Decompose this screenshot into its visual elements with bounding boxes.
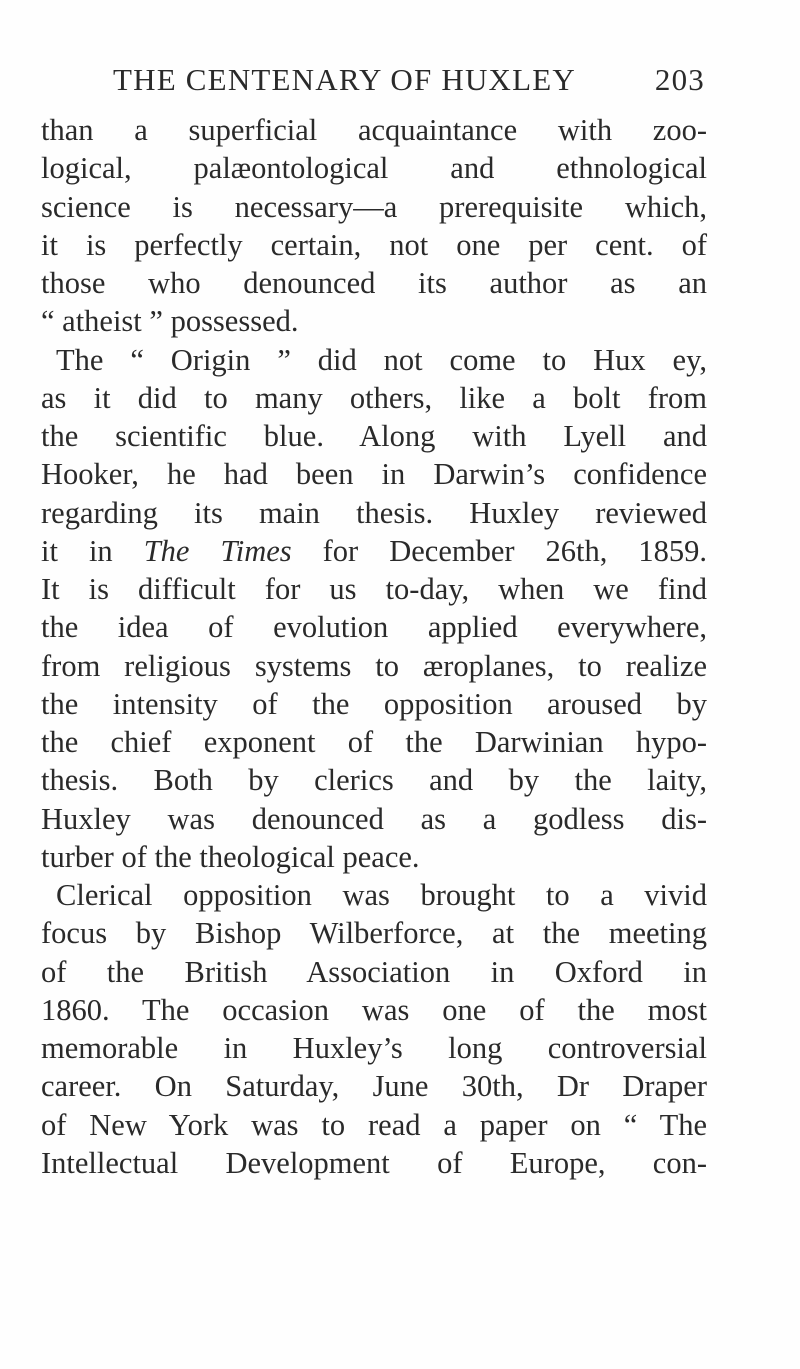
text-line: science is necessary—a prerequisite which, [41, 189, 707, 224]
text-line: memorable in Huxley’s long controversial [41, 1031, 707, 1065]
text-line: 1860. The occasion was one of the most [41, 992, 707, 1027]
paragraph-start-line: The “ Origin ” did not come to Hux ey, [56, 342, 707, 377]
running-head [113, 60, 705, 100]
newspaper-title: The Times [143, 533, 292, 568]
paragraph-end-line: turber of the theological peace. [41, 839, 420, 874]
text-line: thesis. Both by clerics and by the laity, [41, 763, 707, 798]
line-segment: for December 26th, 1859. [291, 533, 708, 568]
text-line: of New York was to read a paper on “ The [41, 1107, 707, 1142]
paragraph-end-line: “ atheist ” possessed. [41, 304, 299, 339]
text-line: Intellectual Development of Europe, con- [41, 1145, 707, 1180]
text-line-with-italic [41, 532, 707, 570]
paragraph-start-line: Clerical opposition was brought to a vivid [56, 878, 707, 912]
text-line: career. On Saturday, June 30th, Dr Draper [41, 1069, 707, 1104]
text-line: those who denounced its author as an [41, 266, 707, 300]
text-line: as it did to many others, like a bolt from [41, 380, 707, 415]
text-line: it is perfectly certain, not one per cent. of [41, 227, 707, 262]
text-line: the chief exponent of the Darwinian hypo- [41, 725, 707, 759]
text-line: Huxley was denounced as a godless dis- [41, 801, 707, 836]
text-line: logical, palæontological and ethnological [41, 151, 707, 186]
page-number: 203 [654, 62, 705, 97]
text-line: regarding its main thesis. Huxley reviewed [41, 495, 707, 530]
text-line: It is difficult for us to-day, when we find [41, 572, 707, 606]
text-line: focus by Bishop Wilberforce, at the meeting [41, 916, 707, 951]
text-line: Hooker, he had been in Darwin’s confidence [41, 457, 707, 492]
text-line: from religious systems to æroplanes, to realize [41, 648, 707, 683]
line-segment: it in [41, 533, 144, 568]
text-line: the intensity of the opposition aroused by [41, 686, 707, 721]
running-title: THE CENTENARY OF HUXLEY [113, 62, 577, 97]
text-line: of the British Association in Oxford in [41, 954, 707, 989]
text-line: than a superficial acquaintance with zoo- [41, 113, 707, 147]
text-line: the scientific blue. Along with Lyell and [41, 419, 707, 453]
body-text [41, 111, 707, 1182]
text-line: the idea of evolution applied everywhere, [41, 610, 707, 645]
